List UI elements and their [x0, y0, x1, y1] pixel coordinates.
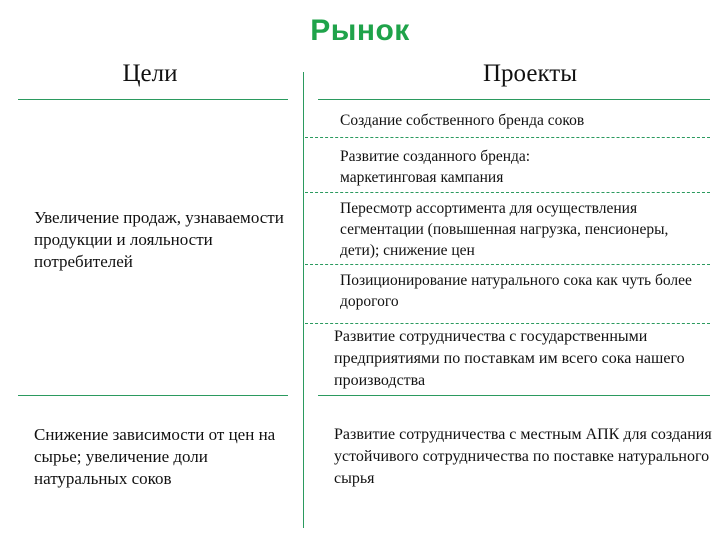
goal-item: Снижение зависимости от цен на сырье; увеличение доли натуральных соков — [34, 425, 276, 488]
goals-column-header: Цели — [122, 60, 178, 87]
project-separator — [305, 192, 710, 193]
page-title: Рынок — [310, 14, 410, 47]
goal-item: Увеличение продаж, узнаваемости продукции и лояльности потребителей — [34, 208, 284, 271]
project-item: Создание собственного бренда соков — [340, 112, 585, 129]
projects-column-header: Проекты — [483, 60, 577, 87]
project-item: Развитие сотрудничества с государственными предприятиями по поставкам им всего сока нашего производства — [334, 328, 685, 389]
project-separator — [305, 137, 710, 138]
section-divider-right — [318, 395, 710, 396]
section-divider-left — [18, 395, 288, 396]
project-item: Развитие созданного бренда: маркетинговая кампания — [340, 148, 531, 186]
header-divider-left — [18, 99, 288, 100]
project-separator — [305, 323, 710, 324]
header-divider-right — [318, 99, 710, 100]
project-separator — [305, 264, 710, 265]
project-item: Развитие сотрудничества с местным АПК для создания устойчивого сотрудничества по поставке натурального сырья — [334, 426, 712, 487]
project-item: Позиционирование натурального сока как чуть более дорогого — [340, 272, 692, 310]
project-item: Пересмотр ассортимента для осуществления сегментации (повышенная нагрузка, пенсионеры, дети); снижение цен — [340, 200, 669, 259]
column-divider — [303, 72, 304, 528]
